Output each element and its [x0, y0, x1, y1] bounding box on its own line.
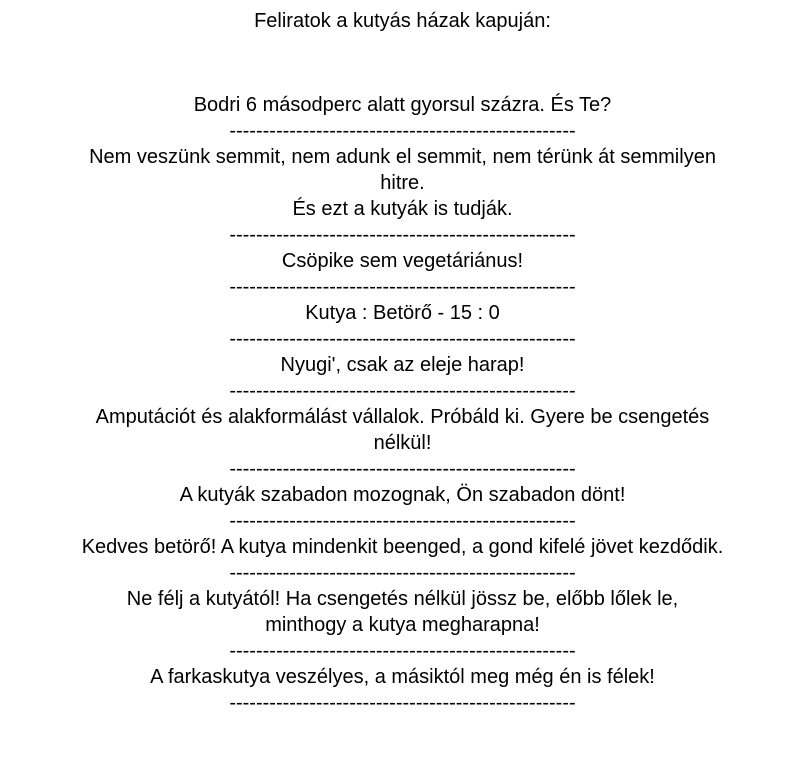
entry-text-line: minthogy a kutya megharapna! [265, 614, 540, 636]
separator-line: ---------------------------------------------------- [229, 224, 576, 246]
entry-text-line: A farkaskutya veszélyes, a másiktól meg még én is félek! [150, 666, 655, 688]
inscription-list [0, 92, 805, 716]
separator-line: ---------------------------------------------------- [229, 380, 576, 402]
entry-text-line: Kutya : Betörő - 15 : 0 [305, 302, 500, 324]
separator-line: ---------------------------------------------------- [229, 562, 576, 584]
entry-text-line: hitre. [380, 172, 425, 194]
inscription-entry [0, 586, 805, 638]
separator-line: ---------------------------------------------------- [229, 458, 576, 480]
entry-text-line: Amputációt és alakformálást vállalok. Próbáld ki. Gyere be csengetés [95, 406, 710, 428]
separator-line: ---------------------------------------------------- [229, 328, 576, 350]
separator-line: ---------------------------------------------------- [229, 510, 576, 532]
inscription-entry [0, 300, 805, 326]
entry-text-line: Kedves betörő! A kutya mindenkit beenged, a gond kifelé jövet kezdődik. [81, 536, 724, 558]
entry-text-line: Ne félj a kutyától! Ha csengetés nélkül jössz be, előbb lőlek le, [126, 588, 679, 610]
entry-text-line: És ezt a kutyák is tudják. [292, 198, 513, 220]
entry-text-line: Csöpike sem vegetáriánus! [281, 250, 524, 272]
inscription-entry [0, 404, 805, 456]
separator-line: ---------------------------------------------------- [229, 276, 576, 298]
entry-text-line: Bodri 6 másodperc alatt gyorsul százra. És Te? [193, 94, 612, 116]
inscription-entry [0, 248, 805, 274]
inscription-entry [0, 482, 805, 508]
page-title: Feliratok a kutyás házak kapuján: [254, 10, 551, 32]
entry-text-line: nélkül! [373, 432, 432, 454]
separator-line: ---------------------------------------------------- [229, 120, 576, 142]
inscription-entry [0, 664, 805, 690]
entry-text-line: Nem veszünk semmit, nem adunk el semmit, nem térünk át semmilyen [89, 146, 716, 168]
separator-line: ---------------------------------------------------- [229, 640, 576, 662]
entry-text-line: Nyugi', csak az eleje harap! [280, 354, 525, 376]
inscription-entry [0, 534, 805, 560]
inscription-entry [0, 92, 805, 118]
inscription-entry [0, 144, 805, 222]
inscription-entry [0, 352, 805, 378]
entry-text-line: A kutyák szabadon mozognak, Ön szabadon dönt! [179, 484, 626, 506]
separator-line: ---------------------------------------------------- [229, 692, 576, 714]
